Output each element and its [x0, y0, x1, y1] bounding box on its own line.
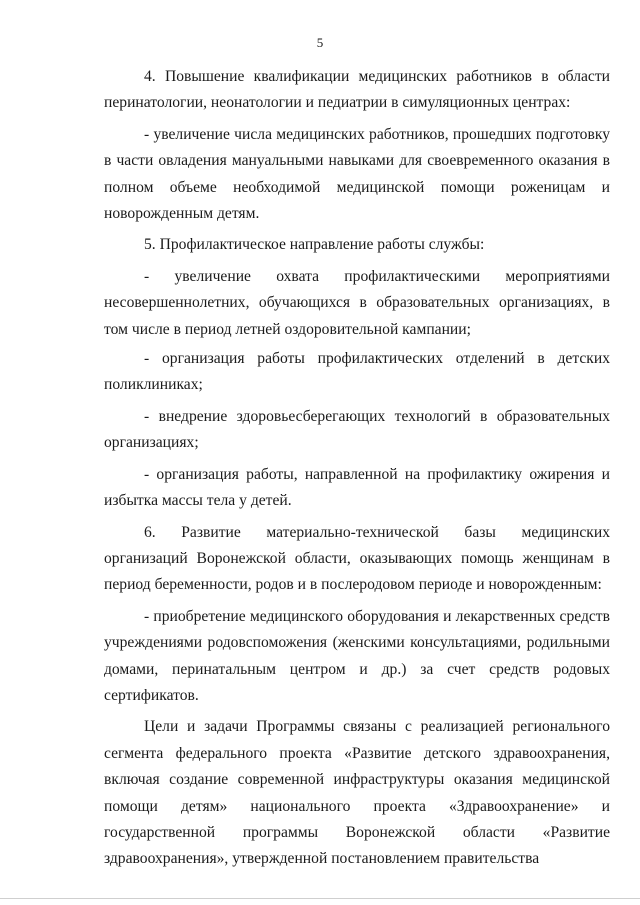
- paragraph-item-4-heading: 4. Повышение квалификации медицинских работников в области перинатологии, неонатологии и педиатрии в симуляционных центрах:: [104, 68, 610, 112]
- page-number: 5: [316, 35, 324, 50]
- paragraph-item-6-detail: - приобретение медицинского оборудования и лекарственных средств учреждениями родовспоможения (женскими консультациями, родильными домами, перинатальным центром и др.) за счет средств родовых сертификатов.: [104, 607, 610, 704]
- paragraph-item-4-detail: - увеличение числа медицинских работников, прошедших подготовку в части овладения мануальными навыками для своевременного оказания в полном объеме необходимой медицинской помощи роженицам и новорожденным детям.: [104, 125, 610, 223]
- paragraph-item-5-detail-2: - организация работы профилактических отделений в детских поликлиниках;: [104, 350, 610, 394]
- document-body: [104, 64, 610, 873]
- paragraph-item-6-heading: 6. Развитие материально-технической базы медицинских организаций Воронежской области, оказывающих помощь женщинам в период беременности, родов и в послеродовом периоде и новорожденным:: [104, 523, 610, 594]
- paragraph-item-5-heading: 5. Профилактическое направление работы службы:: [144, 236, 485, 254]
- page-bottom-edge: [0, 898, 640, 899]
- paragraph-item-5-detail-4: - организация работы, направленной на профилактику ожирения и избытка массы тела у детей.: [104, 465, 610, 510]
- paragraph-item-5-detail-3: - внедрение здоровьесберегающих технологий в образовательных организациях;: [104, 407, 610, 452]
- paragraph-program-goals: Цели и задачи Программы связаны с реализацией регионального сегмента федерального проекта «Развитие детского здравоохранения, включая создание современной инфраструктуры оказания медицинской помощи детям» национального проекта «Здравоохранение» и государственной программы Воронежской области «Развитие здравоохранения», утвержденной постановлением правительства: [104, 718, 610, 868]
- paragraph-item-5-detail-1: - увеличение охвата профилактическими мероприятиями несовершеннолетних, обучающихся в образовательных организациях, в том числе в период летней оздоровительной кампании;: [104, 267, 610, 338]
